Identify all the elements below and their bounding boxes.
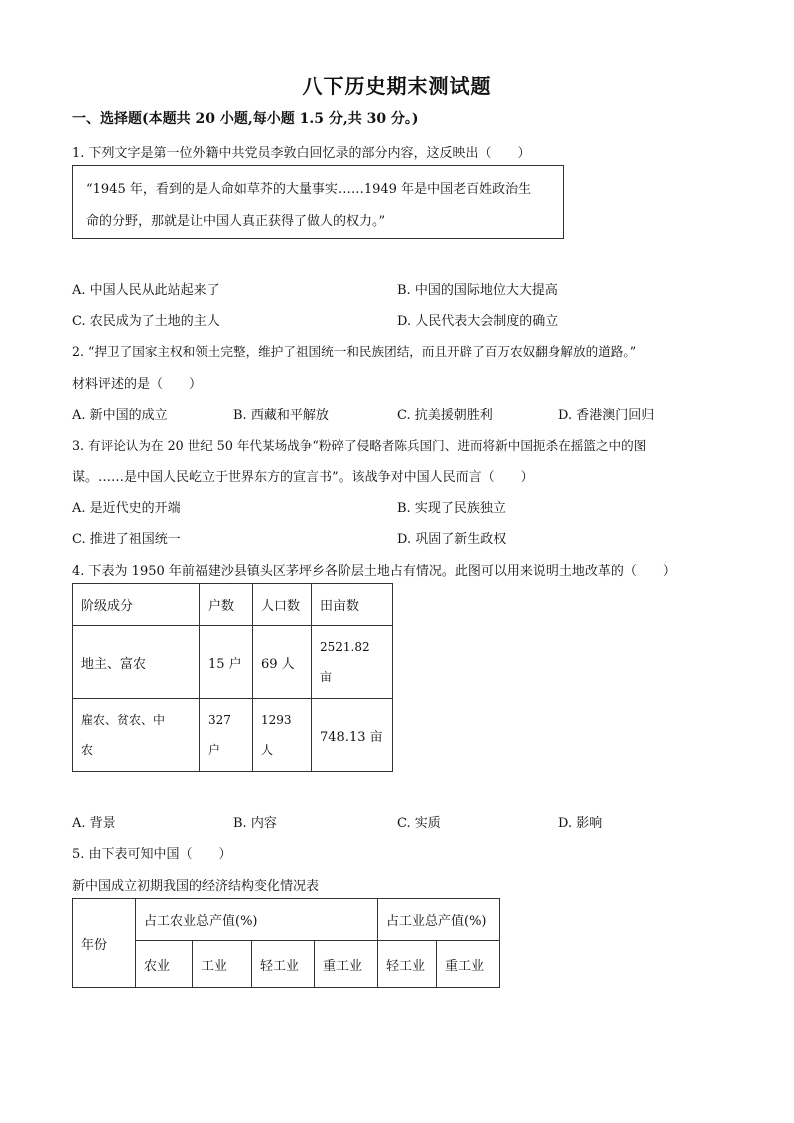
table-header-cell: 重工业 (315, 941, 378, 988)
economic-structure-table (72, 898, 500, 988)
section-heading: 一、选择题(本题共 20 小题,每小题 1.5 分,共 30 分。) (72, 111, 419, 127)
question-4-option-d[interactable]: D. 影响 (558, 816, 603, 831)
question-2-option-b[interactable]: B. 西藏和平解放 (233, 408, 329, 423)
question-3-option-a[interactable]: A. 是近代史的开端 (72, 501, 181, 516)
question-1-stem: 1. 下列文字是第一位外籍中共党员李敦白回忆录的部分内容，这反映出（ ） (72, 146, 531, 161)
table-subheader-row (73, 941, 500, 988)
question-1-quote-box (72, 165, 564, 239)
table-header-cell: 阶级成分 (73, 584, 200, 626)
page-title: 八下历史期末测试题 (302, 74, 492, 98)
table-header-row (73, 584, 393, 626)
question-5-stem: 5. 由下表可知中国（ ） (72, 847, 232, 862)
table-cell: 69 人 (253, 626, 312, 699)
table-cell: 地主、富农 (73, 626, 200, 699)
question-2-option-c[interactable]: C. 抗美援朝胜利 (397, 408, 493, 423)
table-header-cell: 年份 (73, 899, 136, 988)
question-4-option-a[interactable]: A. 背景 (72, 816, 116, 831)
table-row (73, 626, 393, 699)
table-row (73, 699, 393, 772)
question-1-option-a[interactable]: A. 中国人民从此站起来了 (72, 283, 220, 298)
question-3-stem-line-1: 3. 有评论认为在 20 世纪 50 年代某场战争“粉碎了侵略者陈兵国门、进而将新中国扼杀在摇篮之中的图 (72, 438, 647, 453)
question-4-stem: 4. 下表为 1950 年前福建沙县镇头区茅坪乡各阶层土地占有情况。此图可以用来说明土地改革的（ ） (72, 564, 676, 579)
table-header-cell: 占工农业总产值(%) (136, 899, 378, 941)
table-header-cell: 占工业总产值(%) (378, 899, 500, 941)
question-1-option-b[interactable]: B. 中国的国际地位大大提高 (397, 283, 558, 298)
table-cell: 748.13 亩 (312, 699, 393, 772)
land-ownership-table (72, 583, 393, 772)
question-4-option-c[interactable]: C. 实质 (397, 816, 441, 831)
table-header-cell: 农业 (136, 941, 193, 988)
question-1-option-c[interactable]: C. 农民成为了土地的主人 (72, 314, 220, 329)
table-header-row (73, 899, 500, 941)
question-2-option-d[interactable]: D. 香港澳门回归 (558, 408, 655, 423)
table-header-cell: 轻工业 (378, 941, 437, 988)
table-cell: 雇农、贫农、中 农 (73, 699, 200, 772)
question-3-stem-line-2: 谋。……是中国人民屹立于世界东方的宣言书”。该战争对中国人民而言（ ） (72, 470, 534, 485)
table-cell: 15 户 (200, 626, 253, 699)
table-caption: 新中国成立初期我国的经济结构变化情况表 (72, 879, 320, 894)
table-header-cell: 户数 (200, 584, 253, 626)
question-2-option-a[interactable]: A. 新中国的成立 (72, 408, 168, 423)
question-4-option-b[interactable]: B. 内容 (233, 816, 277, 831)
table-cell: 2521.82 亩 (312, 626, 393, 699)
question-2-stem-line-1: 2. “捍卫了国家主权和领土完整，维护了祖国统一和民族团结，而且开辟了百万农奴翻身解放的道路。” (72, 344, 637, 359)
table-header-cell: 工业 (193, 941, 252, 988)
quote-line-1: “1945 年，看到的是人命如草芥的大量事实……1949 年是中国老百姓政治生 (86, 182, 532, 197)
table-header-cell: 重工业 (437, 941, 500, 988)
question-3-option-b[interactable]: B. 实现了民族独立 (397, 501, 506, 516)
table-header-cell: 人口数 (253, 584, 312, 626)
question-3-option-d[interactable]: D. 巩固了新生政权 (397, 532, 507, 547)
quote-line-2: 命的分野，那就是让中国人真正获得了做人的权力。” (86, 214, 386, 229)
table-cell: 327 户 (200, 699, 253, 772)
question-1-option-d[interactable]: D. 人民代表大会制度的确立 (397, 314, 559, 329)
table-cell: 1293 人 (253, 699, 312, 772)
table-header-cell: 田亩数 (312, 584, 393, 626)
question-3-option-c[interactable]: C. 推进了祖国统一 (72, 532, 181, 547)
question-2-stem-line-2: 材料评述的是（ ） (72, 377, 203, 392)
table-header-cell: 轻工业 (252, 941, 315, 988)
